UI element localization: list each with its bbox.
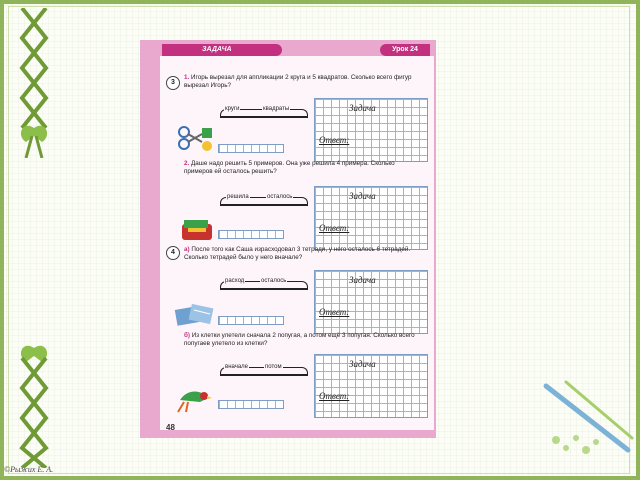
- grid-title-zadacha: Задача: [349, 359, 376, 369]
- task-3-1-text: [184, 74, 424, 90]
- task-3-2-scheme: [216, 196, 312, 216]
- scheme-segment: [220, 288, 308, 290]
- ribbon-bow-icon: [14, 8, 54, 158]
- task-4b-number: б): [184, 332, 190, 339]
- copyright-text: ©Рыжих Е. А.: [4, 465, 54, 474]
- task-4b-text: [184, 332, 424, 348]
- task-4a-answer-cells: [218, 316, 284, 325]
- task-3-2-body: Даше надо решить 5 примеров. Она уже решила 4 примера. Сколько примеров ей осталось решить?: [184, 160, 395, 175]
- scheme-label-2: потом: [265, 364, 282, 370]
- ribbon-bow-icon: [14, 318, 54, 468]
- slide-border-left: [0, 0, 4, 480]
- task-3-1-answer-cells: [218, 144, 284, 153]
- task-4b-answer-cells: [218, 400, 284, 409]
- scheme-label-1: решила: [227, 194, 249, 200]
- task-4a-scheme: [216, 280, 312, 300]
- schoolbag-icon: [178, 216, 218, 242]
- grid-title-zadacha: Задача: [349, 103, 376, 113]
- task-3-2-grid: [314, 186, 428, 250]
- header-tab-zadacha: ЗАДАЧА: [162, 44, 282, 56]
- task-3-2-answer-cells: [218, 230, 284, 239]
- scheme-segment: [220, 204, 308, 206]
- page-number: 48: [166, 423, 175, 432]
- textbook-page: [140, 40, 436, 438]
- task-3-2-number: 2.: [184, 160, 190, 167]
- notebooks-icon: [174, 300, 218, 330]
- scheme-label-1: вначале: [225, 364, 249, 370]
- task-4a-grid: [314, 270, 428, 334]
- task-4b-scheme: [216, 366, 312, 386]
- scheme-segment: [220, 374, 308, 376]
- task-3-2-text: [184, 160, 424, 176]
- parrot-icon: [174, 384, 214, 414]
- grid-answer-label: Ответ:: [319, 307, 350, 317]
- scissors-and-shapes-icon: [176, 124, 216, 154]
- task-3-1-body: Игорь вырезал для аппликации 2 круга и 5 квадратов. Сколько всего фигур вырезал Игорь?: [184, 74, 412, 89]
- slide-border-bottom: [0, 476, 640, 480]
- grid-title-zadacha: Задача: [349, 191, 376, 201]
- task-4b-grid: [314, 354, 428, 418]
- task-4a-number: а): [184, 246, 190, 253]
- scheme-label-1: расход: [225, 278, 245, 284]
- task-4-marker: 4: [166, 246, 180, 260]
- slide-border-top: [0, 0, 640, 4]
- lesson-tab: Урок 24: [380, 44, 430, 56]
- grid-answer-label: Ответ:: [319, 223, 350, 233]
- task-4a-body: После того как Саша израсходовал 3 тетради, у него осталось 6 тетрадей. Сколько тетрадей было у него вначале?: [184, 246, 411, 261]
- slide-border-right: [636, 0, 640, 480]
- scheme-label-2: квадраты: [263, 106, 290, 112]
- task-3-1-grid: [314, 98, 428, 162]
- grid-answer-label: Ответ:: [319, 391, 350, 401]
- scheme-label-2: осталось: [267, 194, 293, 200]
- scheme-label-2: осталось: [261, 278, 287, 284]
- task-4a-text: [184, 246, 424, 262]
- pencil-icon: [536, 378, 636, 458]
- task-4b-body: Из клетки улетели сначала 2 попугая, а потом ещё 3 попугая. Сколько всего попугаев улетело из клетки?: [184, 332, 415, 347]
- scheme-segment: [220, 116, 308, 118]
- task-3-1-scheme: [216, 108, 312, 128]
- task-3-1-number: 1.: [184, 74, 190, 81]
- scheme-label-1: круги: [225, 106, 240, 112]
- task-3-marker: 3: [166, 76, 180, 90]
- grid-answer-label: Ответ:: [319, 135, 350, 145]
- grid-title-zadacha: Задача: [349, 275, 376, 285]
